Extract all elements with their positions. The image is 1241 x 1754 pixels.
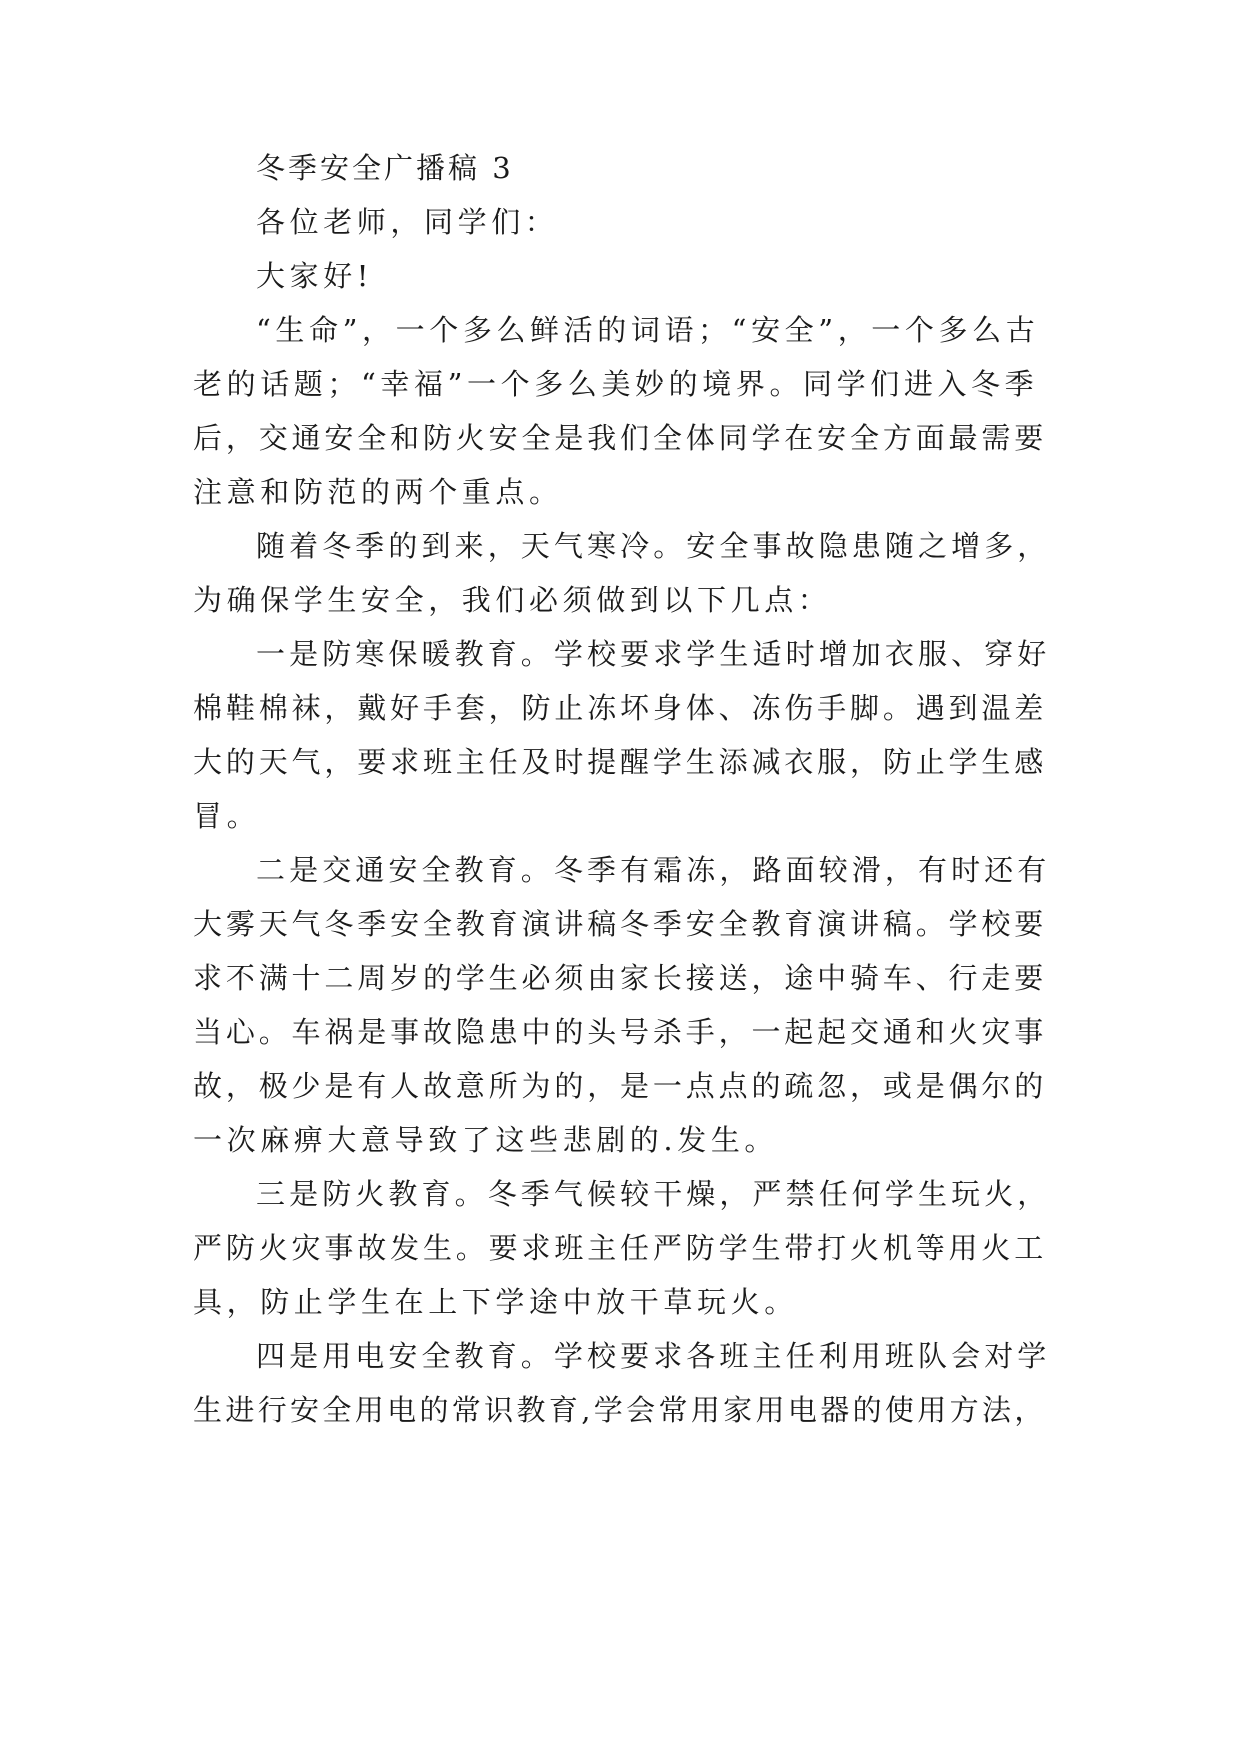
paragraph-4-line-2: 大雾天气冬季安全教育演讲稿冬季安全教育演讲稿。学校要 — [193, 907, 1048, 941]
paragraph-5-line-3: 具，防止学生在上下学途中放干草玩火。 — [193, 1285, 798, 1319]
paragraph-6-line-2: 生进行安全用电的常识教育,学会常用家用电器的使用方法， — [193, 1393, 1047, 1427]
paragraph-4-line-4: 当心。车祸是事故隐患中的头号杀手，一起起交通和火灾事 — [193, 1015, 1048, 1049]
paragraph-1-line-3: 后，交通安全和防火安全是我们全体同学在安全方面最需要 — [193, 421, 1048, 455]
paragraph-3-line-3: 大的天气，要求班主任及时提醒学生添减衣服，防止学生感 — [193, 745, 1048, 779]
paragraph-3-line-4: 冒。 — [193, 799, 261, 833]
paragraph-5-line-1: 三是防火教育。冬季气候较干燥，严禁任何学生玩火， — [256, 1177, 1051, 1211]
paragraph-4-line-1: 二是交通安全教育。冬季有霜冻，路面较滑，有时还有 — [256, 853, 1051, 887]
paragraph-1-line-1: “生命”，一个多么鲜活的词语；“安全”，一个多么古 — [256, 313, 1040, 347]
paragraph-1-line-4: 注意和防范的两个重点。 — [193, 475, 563, 509]
paragraph-3-line-2: 棉鞋棉袜，戴好手套，防止冻坏身体、冻伤手脚。遇到温差 — [193, 691, 1048, 725]
paragraph-1-line-2: 老的话题；“幸福”一个多么美妙的境界。同学们进入冬季 — [193, 367, 1039, 401]
paragraph-4-line-3: 求不满十二周岁的学生必须由家长接送，途中骑车、行走要 — [193, 961, 1048, 995]
document-title: 冬季安全广播稿 3 — [256, 151, 514, 185]
paragraph-6-line-1: 四是用电安全教育。学校要求各班主任利用班队会对学 — [256, 1339, 1051, 1373]
paragraph-3-line-1: 一是防寒保暖教育。学校要求学生适时增加衣服、穿好 — [256, 637, 1051, 671]
greeting: 大家好! — [256, 259, 374, 293]
paragraph-2-line-1: 随着冬季的到来，天气寒冷。安全事故隐患随之增多， — [256, 529, 1051, 563]
salutation: 各位老师，同学们： — [256, 205, 559, 239]
paragraph-2-line-2: 为确保学生安全，我们必须做到以下几点： — [193, 583, 832, 617]
paragraph-4-line-6: 一次麻痹大意导致了这些悲剧的.发生。 — [193, 1123, 779, 1157]
paragraph-5-line-2: 严防火灾事故发生。要求班主任严防学生带打火机等用火工 — [193, 1231, 1048, 1265]
paragraph-4-line-5: 故，极少是有人故意所为的，是一点点的疏忽，或是偶尔的 — [193, 1069, 1048, 1103]
